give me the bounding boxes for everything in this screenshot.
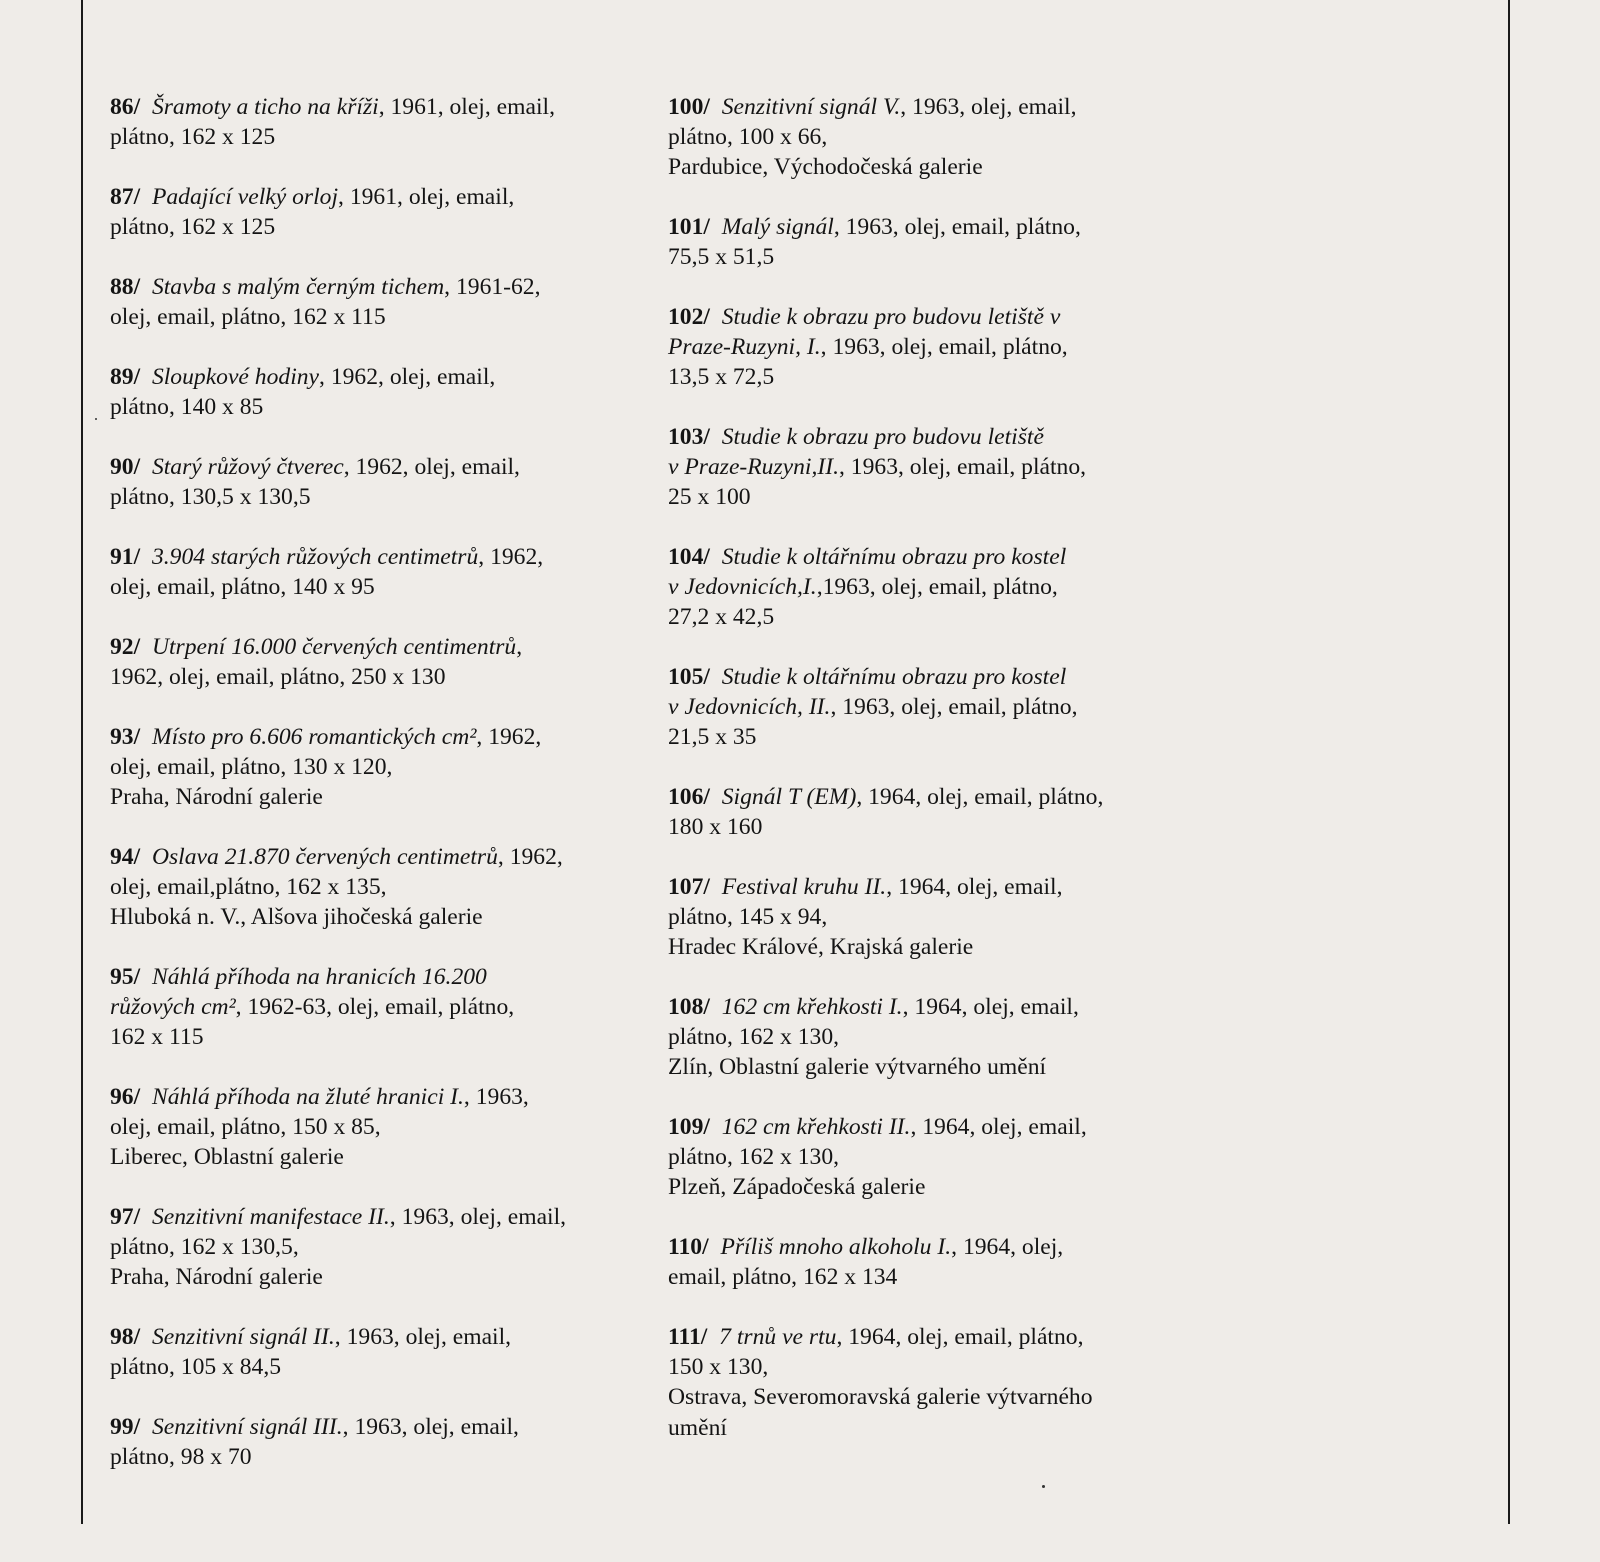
entry-details: plátno, 98 x 70 — [110, 1444, 252, 1471]
catalogue-entry — [668, 302, 1068, 393]
print-speck — [1042, 1485, 1045, 1488]
entry-line — [110, 1082, 529, 1112]
entry-details: , 1961-62, — [444, 274, 541, 300]
entry-details: plátno, 100 x 66, — [668, 124, 828, 151]
print-speck — [95, 418, 97, 420]
entry-number: 111/ — [668, 1324, 708, 1350]
entry-details: , 1963, olej, email, — [389, 1204, 567, 1230]
artwork-title: Senzitivní manifestace II. — [151, 1204, 390, 1230]
entry-number: 108/ — [668, 994, 710, 1020]
artwork-title: 3.904 starých růžových centimetrů — [151, 544, 479, 570]
artwork-title-continued: růžových cm² — [110, 994, 236, 1021]
entry-number: 110/ — [668, 1234, 709, 1260]
entry-line — [110, 962, 514, 992]
catalogue-entry — [110, 92, 555, 152]
entry-details: olej, email, plátno, 162 x 115 — [110, 304, 386, 331]
entry-details: olej, email, plátno, 150 x 85, — [110, 1114, 381, 1141]
catalogue-entry — [668, 212, 1081, 272]
left-border-rule — [81, 0, 83, 1524]
entry-details: , 1964, olej, email, plátno, — [856, 784, 1104, 810]
artwork-title: Příliš mnoho alkoholu I. — [720, 1234, 952, 1260]
entry-details: , 1963, olej, email, — [334, 1324, 512, 1350]
artwork-title: Sloupkové hodiny — [151, 364, 320, 390]
artwork-title: 162 cm křehkosti I. — [721, 994, 903, 1020]
entry-details: 1962, olej, email, plátno, 250 x 130 — [110, 664, 446, 691]
entry-details: , 1961, olej, email, — [338, 184, 515, 210]
catalogue-entry — [110, 962, 514, 1053]
entry-details: , 1963, olej, email, plátno, — [820, 334, 1068, 361]
entry-number: 95/ — [110, 964, 141, 990]
entry-details: Praha, Národní galerie — [110, 784, 323, 811]
entry-number: 87/ — [110, 184, 141, 210]
entry-details: 75,5 x 51,5 — [668, 244, 775, 271]
entry-line — [668, 422, 1086, 452]
artwork-title: Padající velký orloj — [151, 184, 339, 210]
entry-details: , 1962, — [478, 544, 544, 570]
entry-line — [110, 1322, 511, 1352]
entry-line — [110, 842, 563, 872]
entry-number: 107/ — [668, 874, 710, 900]
entry-number: 88/ — [110, 274, 141, 300]
entry-details: , 1961, olej, email, — [378, 94, 555, 120]
entry-details: 162 x 115 — [110, 1024, 204, 1051]
entry-details: , 1963, olej, email, plátno, — [830, 694, 1078, 721]
entry-details: 27,2 x 42,5 — [668, 604, 775, 631]
entry-details: plátno, 162 x 130,5, — [110, 1234, 299, 1261]
entry-line — [110, 632, 522, 662]
catalogue-entry — [110, 842, 563, 933]
entry-details: , — [516, 634, 523, 660]
entry-number: 98/ — [110, 1324, 141, 1350]
entry-number: 109/ — [668, 1114, 710, 1140]
entry-details: , 1963, — [463, 1084, 529, 1110]
entry-line — [668, 872, 1062, 902]
entry-details: Pardubice, Východočeská galerie — [668, 154, 983, 181]
entry-details: Liberec, Oblastní galerie — [110, 1144, 344, 1171]
catalogue-entry — [110, 632, 522, 692]
entry-number: 96/ — [110, 1084, 141, 1110]
artwork-title: Studie k oltářnímu obrazu pro kostel — [721, 544, 1067, 570]
catalogue-entry — [668, 1232, 1063, 1292]
artwork-title-continued: v Praze-Ruzyni,II. — [668, 454, 839, 481]
entry-details: olej, email,plátno, 162 x 135, — [110, 874, 387, 901]
entry-line — [110, 362, 495, 392]
entry-number: 102/ — [668, 304, 710, 330]
artwork-title: Šramoty a ticho na kříži — [151, 94, 379, 120]
catalogue-entry — [668, 992, 1079, 1083]
entry-details: plátno, 162 x 130, — [668, 1024, 840, 1051]
catalogue-entry — [110, 452, 520, 512]
artwork-title-continued: Praze-Ruzyni, I. — [668, 334, 821, 361]
entry-line — [110, 1412, 519, 1442]
entry-details: , 1963, olej, email, — [342, 1414, 519, 1440]
entry-details: 25 x 100 — [668, 484, 751, 511]
catalogue-entry — [110, 722, 541, 813]
entry-details: olej, email, plátno, 130 x 120, — [110, 754, 393, 781]
catalogue-entry — [110, 542, 543, 602]
entry-details: , 1964, olej, email, plátno, — [836, 1324, 1084, 1350]
artwork-title: 162 cm křehkosti II. — [721, 1114, 911, 1140]
artwork-title: Senzitivní signál III. — [151, 1414, 343, 1440]
entry-details: , 1964, olej, email, — [910, 1114, 1087, 1140]
entry-details: 13,5 x 72,5 — [668, 364, 775, 391]
entry-number: 106/ — [668, 784, 710, 810]
artwork-title: Stavba s malým černým tichem — [151, 274, 445, 300]
artwork-title: Signál T (EM) — [721, 784, 857, 810]
entry-line — [668, 1322, 1093, 1352]
entry-number: 92/ — [110, 634, 141, 660]
artwork-title: Oslava 21.870 červených centimetrů — [151, 844, 498, 870]
entry-line — [110, 452, 520, 482]
entry-details: , 1964, olej, — [951, 1234, 1064, 1260]
entry-details: plátno, 162 x 130, — [668, 1144, 840, 1171]
catalogue-entry — [668, 542, 1066, 633]
artwork-title-continued: v Jedovnicích,I. — [668, 574, 817, 601]
entry-details: Praha, Národní galerie — [110, 1264, 323, 1291]
entry-number: 100/ — [668, 94, 710, 120]
artwork-title: Náhlá příhoda na žluté hranici I. — [151, 1084, 464, 1110]
catalogue-entry — [668, 872, 1062, 963]
entry-details: , 1963, olej, email, — [900, 94, 1077, 120]
entry-details: plátno, 105 x 84,5 — [110, 1354, 282, 1381]
entry-details: Ostrava, Severomoravská galerie výtvarného — [668, 1384, 1093, 1411]
entry-line — [668, 212, 1081, 242]
artwork-title: Studie k oltářnímu obrazu pro kostel — [721, 664, 1067, 690]
entry-details: Hradec Králové, Krajská galerie — [668, 934, 974, 961]
entry-line — [110, 1202, 566, 1232]
entry-details: plátno, 140 x 85 — [110, 394, 264, 421]
artwork-title: Festival kruhu II. — [721, 874, 887, 900]
entry-details: , 1963, olej, email, plátno, — [839, 454, 1087, 481]
artwork-title: Studie k obrazu pro budovu letiště — [721, 424, 1044, 450]
entry-line — [668, 572, 1066, 602]
entry-details: , 1964, olej, email, — [902, 994, 1079, 1020]
entry-line — [668, 542, 1066, 572]
entry-number: 101/ — [668, 214, 710, 240]
catalogue-entry — [110, 1082, 529, 1173]
entry-line — [110, 992, 514, 1022]
entry-details: 150 x 130, — [668, 1354, 769, 1381]
catalogue-entry — [110, 1322, 511, 1382]
entry-number: 97/ — [110, 1204, 141, 1230]
entry-number: 89/ — [110, 364, 141, 390]
entry-details: , 1963, olej, email, plátno, — [833, 214, 1081, 240]
artwork-title: 7 trnů ve rtu — [719, 1324, 837, 1350]
entry-details: , 1962, — [476, 724, 542, 750]
entry-line — [668, 992, 1079, 1022]
catalogue-entry — [668, 92, 1077, 183]
catalogue-entry — [110, 272, 541, 332]
catalogue-entry — [668, 782, 1103, 842]
catalogue-entry — [110, 1412, 519, 1472]
entry-line — [668, 782, 1103, 812]
artwork-title: Náhlá příhoda na hranicích 16.200 — [151, 964, 487, 990]
entry-details: , 1964, olej, email, — [886, 874, 1063, 900]
entry-line — [668, 92, 1077, 122]
entry-line — [668, 662, 1077, 692]
entry-number: 90/ — [110, 454, 141, 480]
entry-details: plátno, 130,5 x 130,5 — [110, 484, 311, 511]
artwork-title-continued: v Jedovnicích, II. — [668, 694, 831, 721]
entry-line — [668, 692, 1077, 722]
artwork-title: Senzitivní signál V. — [721, 94, 901, 120]
artwork-title: Místo pro 6.606 romantických cm² — [151, 724, 477, 750]
entry-line — [668, 332, 1068, 362]
artwork-title: Malý signál — [721, 214, 834, 240]
entry-details: 180 x 160 — [668, 814, 763, 841]
entry-line — [110, 542, 543, 572]
entry-details: umění — [668, 1414, 727, 1441]
entry-line — [668, 1232, 1063, 1262]
catalogue-entry — [110, 1202, 566, 1293]
entry-details: ,1963, olej, email, plátno, — [816, 574, 1058, 601]
entry-number: 103/ — [668, 424, 710, 450]
entry-details: olej, email, plátno, 140 x 95 — [110, 574, 375, 601]
catalogue-entry — [110, 182, 514, 242]
entry-line — [668, 1112, 1087, 1142]
artwork-title: Studie k obrazu pro budovu letiště v — [721, 304, 1061, 330]
artwork-title: Senzitivní signál II. — [151, 1324, 335, 1350]
catalogue-entry — [668, 1322, 1093, 1443]
entry-line — [110, 182, 514, 212]
entry-line — [110, 92, 555, 122]
entry-number: 91/ — [110, 544, 141, 570]
entry-details: plátno, 162 x 125 — [110, 124, 276, 151]
entry-details: Hluboká n. V., Alšova jihočeská galerie — [110, 904, 483, 931]
entry-details: plátno, 162 x 125 — [110, 214, 276, 241]
catalogue-entry — [110, 362, 495, 422]
entry-details: , 1962, olej, email, — [343, 454, 520, 480]
entry-details: Zlín, Oblastní galerie výtvarného umění — [668, 1054, 1047, 1081]
entry-details: , 1962, olej, email, — [319, 364, 496, 390]
entry-line — [110, 722, 541, 752]
catalogue-entry — [668, 662, 1077, 753]
entry-details: , 1962-63, olej, email, plátno, — [235, 994, 515, 1021]
entry-line — [668, 302, 1068, 332]
entry-details: plátno, 145 x 94, — [668, 904, 828, 931]
catalogue-entry — [668, 1112, 1087, 1203]
entry-line — [110, 272, 541, 302]
entry-number: 86/ — [110, 94, 141, 120]
entry-line — [668, 452, 1086, 482]
artwork-title: Starý růžový čtverec — [151, 454, 344, 480]
entry-number: 105/ — [668, 664, 710, 690]
entry-number: 99/ — [110, 1414, 141, 1440]
entry-details: email, plátno, 162 x 134 — [668, 1264, 898, 1291]
right-border-rule — [1508, 0, 1510, 1524]
entry-details: 21,5 x 35 — [668, 724, 757, 751]
entry-details: , 1962, — [497, 844, 563, 870]
entry-number: 94/ — [110, 844, 141, 870]
entry-details: Plzeň, Západočeská galerie — [668, 1174, 926, 1201]
entry-number: 104/ — [668, 544, 710, 570]
entry-number: 93/ — [110, 724, 141, 750]
catalogue-entry — [668, 422, 1086, 513]
artwork-title: Utrpení 16.000 červených centimentrů — [151, 634, 517, 660]
